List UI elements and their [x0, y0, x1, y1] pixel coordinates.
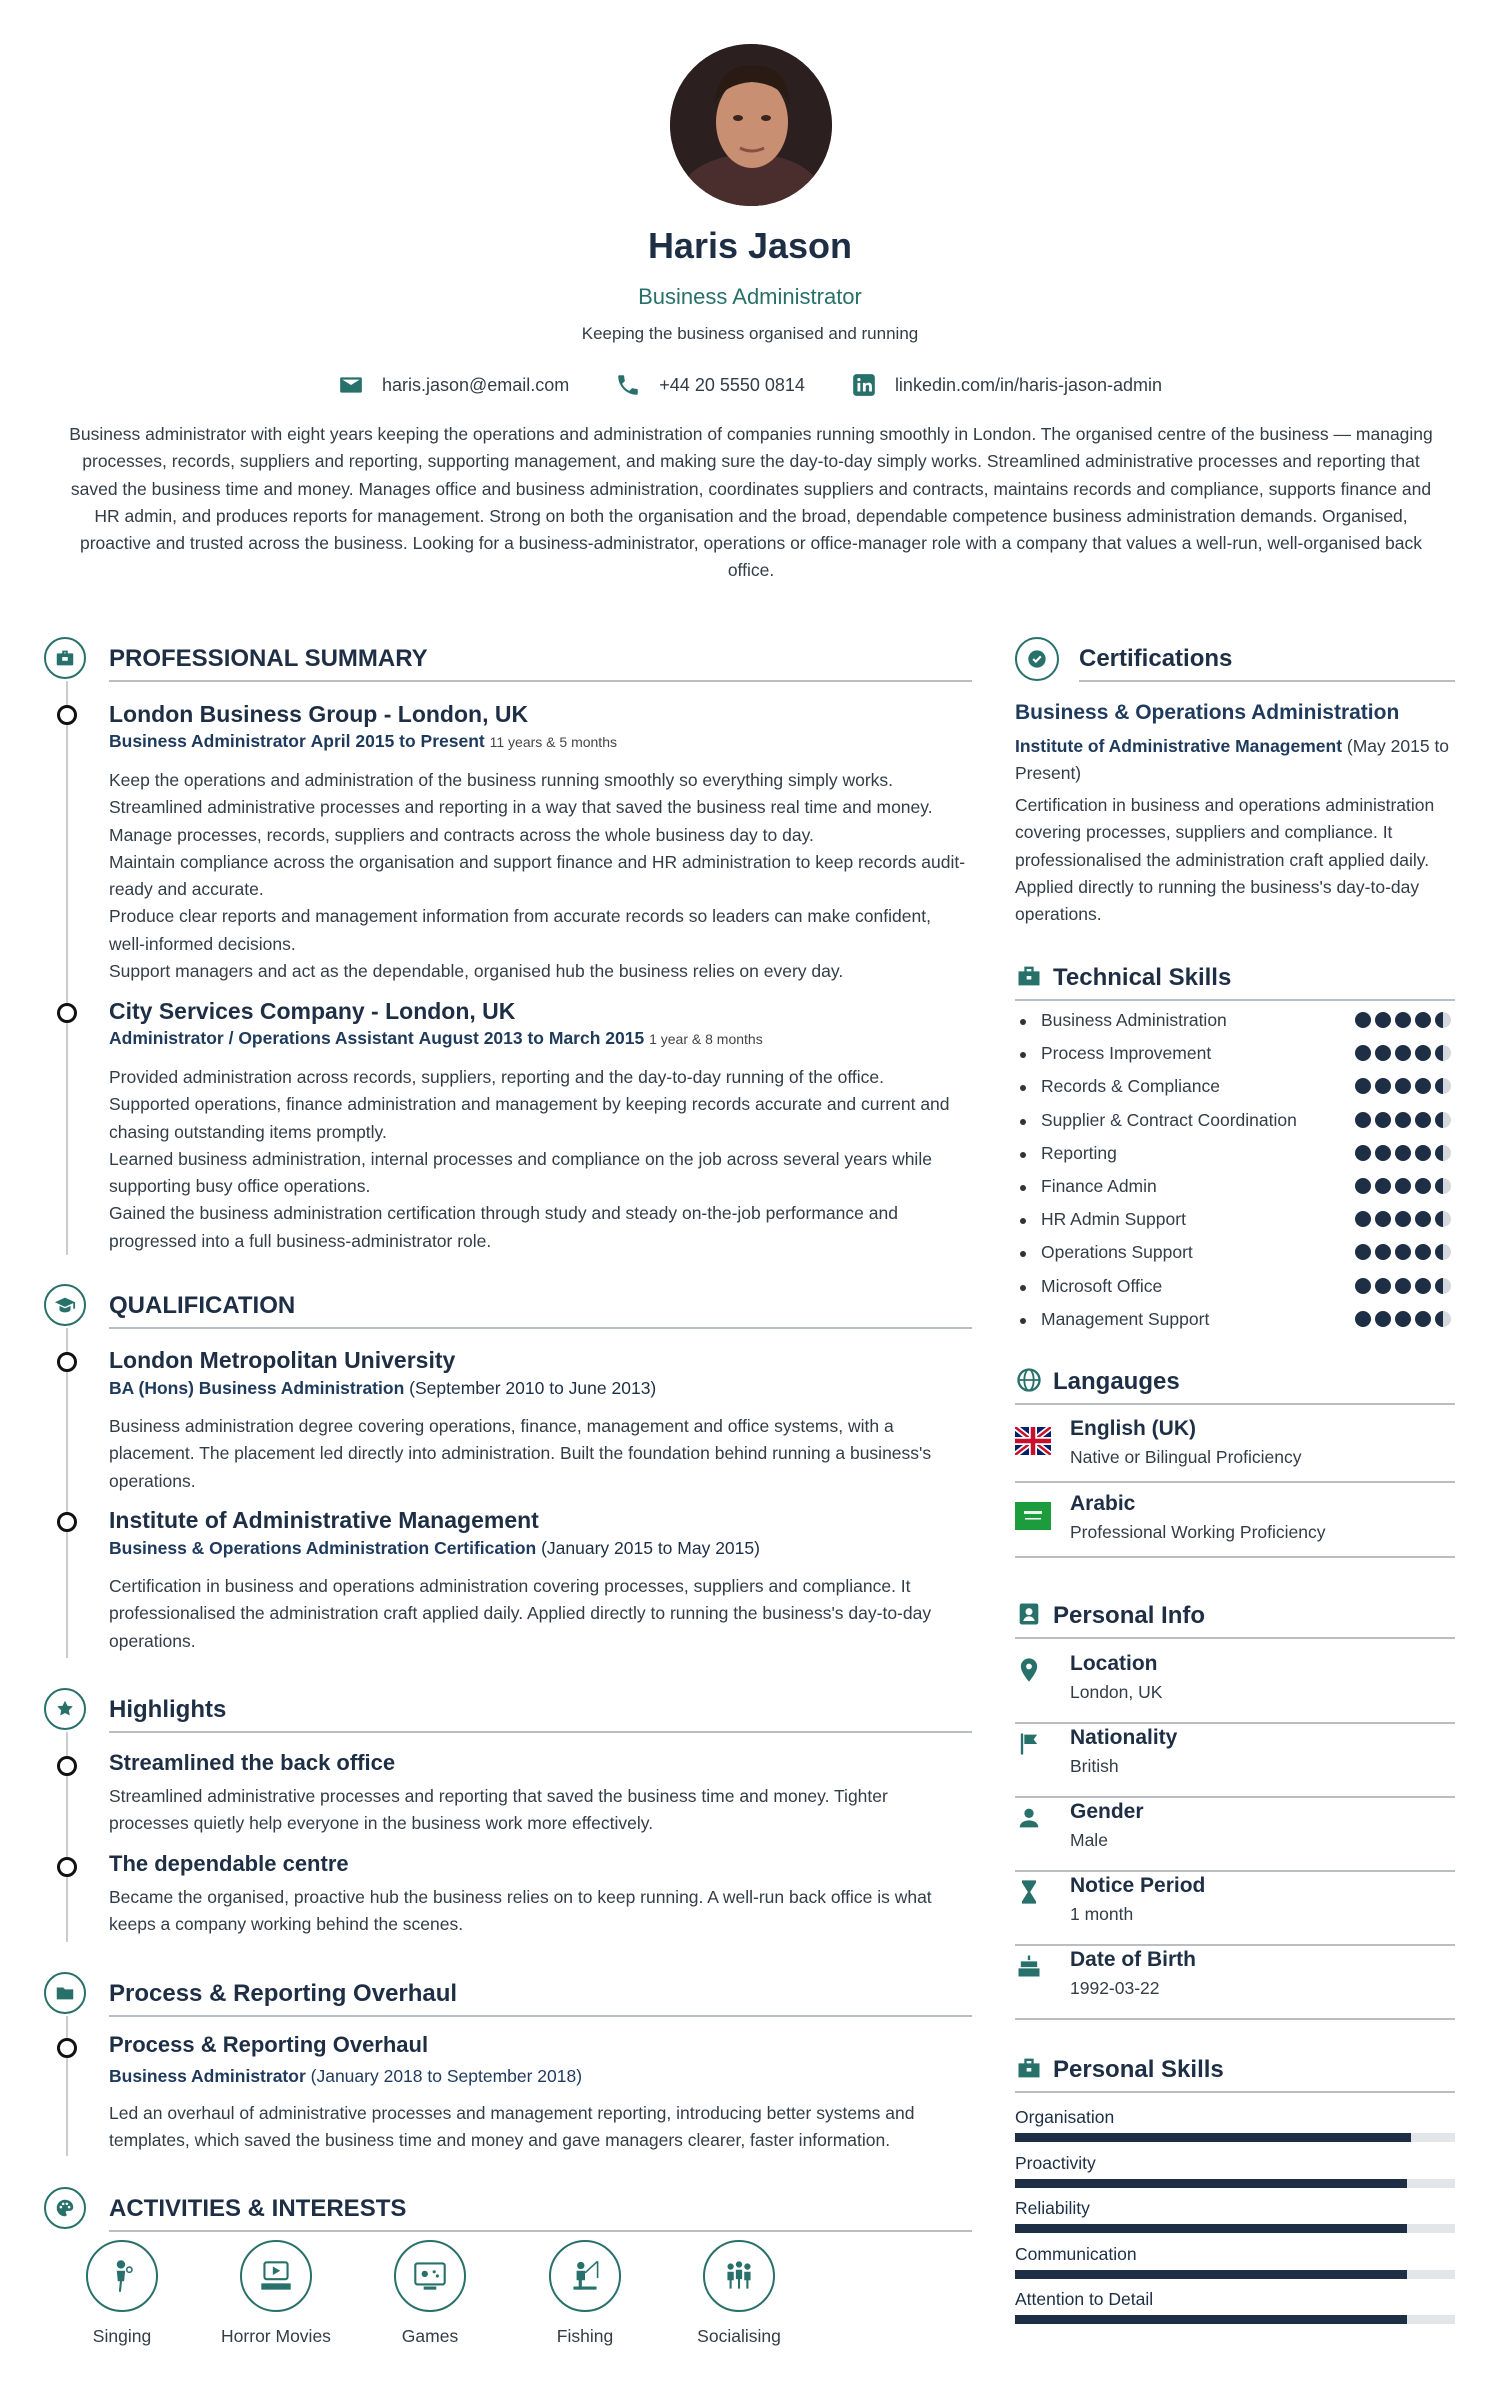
- degree-name: Business & Operations Administration Certification: [109, 1538, 537, 1558]
- personal-info-location: [1015, 1650, 1455, 1724]
- certifications-section-header: [1015, 637, 1455, 681]
- info-label: Location: [1070, 1652, 1158, 1675]
- employer-name: London Business Group - London, UK: [109, 701, 529, 727]
- skill-bar-track: [1015, 2133, 1455, 2142]
- skill-rating: [1355, 1145, 1451, 1161]
- rating-dot: [1375, 1012, 1391, 1028]
- email-contact[interactable]: [338, 372, 569, 398]
- project-description: Led an overhaul of administrative processes and management reporting, introducing better systems and templates, which saved the business time and money and gave managers clearer, faster information.: [109, 2103, 915, 2151]
- project-meta: [109, 2066, 582, 2087]
- section-title: QUALIFICATION: [109, 1292, 296, 1319]
- job-bullet: Streamlined administrative processes and reporting in a way that saved the business real time and money.: [109, 797, 933, 818]
- school-name: London Metropolitan University: [109, 1347, 456, 1373]
- rating-dot: [1415, 1178, 1431, 1194]
- language-level: Native or Bilingual Proficiency: [1070, 1447, 1302, 1467]
- degree-description: Business administration degree covering operations, finance, management and office systems, with a placement. The placement led directly into administration. Built the foundation behind running a business's operations.: [109, 1416, 932, 1491]
- skill-name: Records & Compliance: [1041, 1076, 1220, 1097]
- skill-name: HR Admin Support: [1041, 1209, 1186, 1230]
- job-role: Business Administrator: [109, 731, 306, 751]
- technical-skill-row: [1015, 1039, 1455, 1072]
- skill-name: Microsoft Office: [1041, 1275, 1163, 1296]
- activity-label: Games: [401, 2326, 459, 2346]
- language-item: [1015, 1492, 1455, 1558]
- rating-dot: [1395, 1112, 1411, 1128]
- highlight-title: The dependable centre: [109, 1851, 349, 1876]
- rating-dot: [1355, 1112, 1371, 1128]
- rating-dot: [1355, 1211, 1371, 1227]
- skill-bar-fill: [1015, 2270, 1407, 2279]
- activity-label: Singing: [92, 2326, 152, 2346]
- personal-info-notice: [1015, 1872, 1455, 1946]
- phone-text: +44 20 5550 0814: [659, 374, 805, 395]
- activity-label: Fishing: [556, 2326, 614, 2346]
- degree-meta: [109, 1538, 760, 1559]
- email-text: haris.jason@email.com: [381, 374, 570, 395]
- palette-icon: [44, 2187, 86, 2229]
- skill-name: Finance Admin: [1041, 1176, 1157, 1196]
- degree-description: Certification in business and operations administration covering processes, suppliers and compliance. It professionalised the administration craft applied daily. Applied directly to running the business's day-to-day operations.: [109, 1576, 932, 1651]
- qualification-section-header: [44, 1284, 972, 1328]
- section-divider: [109, 680, 972, 682]
- job-bullet: Produce clear reports and management information from accurate records so leaders can make confident, well-informed decisions.: [109, 906, 931, 954]
- language-level: Professional Working Proficiency: [1070, 1522, 1326, 1542]
- personal-skill-name: Communication: [1015, 2243, 1137, 2264]
- personal-skill-row: [1015, 2289, 1455, 2335]
- phone-contact[interactable]: [615, 372, 805, 398]
- job-duration: 11 years & 5 months: [489, 734, 617, 750]
- person-icon: [1015, 1804, 1043, 1832]
- technical-skill-row: [1015, 1272, 1455, 1305]
- toolbox-icon: [1015, 2054, 1043, 2082]
- activity-label: Horror Movies: [221, 2326, 331, 2346]
- job-bullet: Manage processes, records, suppliers and contracts across the whole business day to day.: [109, 824, 814, 845]
- globe-icon: [1015, 1366, 1043, 1394]
- job-title: Business Administrator: [638, 284, 862, 309]
- timeline-dot: [57, 2038, 77, 2058]
- technical-skill-row: [1015, 1172, 1455, 1205]
- technical-skill-row: [1015, 1205, 1455, 1238]
- profile-photo: [670, 44, 832, 206]
- bullet-icon: [1020, 1085, 1026, 1091]
- activity-item: [370, 2240, 490, 2347]
- rating-dot: [1375, 1145, 1391, 1161]
- rating-dot: [1435, 1145, 1451, 1161]
- activity-item: [216, 2240, 336, 2347]
- flag-icon: [1015, 1730, 1043, 1758]
- skill-name: Management Support: [1041, 1308, 1210, 1329]
- job-meta: [109, 731, 617, 752]
- folder-icon: [44, 1972, 86, 2014]
- bullet-icon: [1020, 1019, 1026, 1025]
- skill-bar-track: [1015, 2179, 1455, 2188]
- section-divider: [109, 2230, 972, 2232]
- rating-dot: [1415, 1045, 1431, 1061]
- personal-skill-name: Organisation: [1015, 2107, 1115, 2127]
- job-description: [109, 1064, 971, 1255]
- hourglass-icon: [1015, 1878, 1043, 1906]
- activity-item: [62, 2240, 182, 2347]
- linkedin-contact[interactable]: [851, 372, 1162, 398]
- degree-dates: (September 2010 to June 2013): [409, 1378, 657, 1398]
- project-dates: (January 2018 to September 2018): [310, 2066, 583, 2086]
- skill-name: Supplier & Contract Coordination: [1041, 1109, 1297, 1130]
- personal-skill-row: [1015, 2107, 1455, 2153]
- job-bullet: Supported operations, finance administration and management by keeping records accurate and current and chasing outstanding items promptly.: [109, 1094, 950, 1142]
- section-divider: [109, 1327, 972, 1329]
- job-description: [109, 767, 971, 985]
- rating-dot: [1375, 1278, 1391, 1294]
- timeline-dot: [57, 1857, 77, 1877]
- skill-bar-fill: [1015, 2224, 1407, 2233]
- skill-rating: [1355, 1178, 1451, 1194]
- certificate-badge-icon: [1015, 637, 1059, 681]
- id-card-icon: [1015, 1600, 1043, 1628]
- skill-rating: [1355, 1012, 1451, 1028]
- skill-rating: [1355, 1278, 1451, 1294]
- rating-dot: [1395, 1244, 1411, 1260]
- rating-dot: [1435, 1178, 1451, 1194]
- skill-rating: [1355, 1211, 1451, 1227]
- job-bullet: Gained the business administration certification through study and steady on-the-job performance and progressed into a full business-administrator role.: [109, 1203, 898, 1251]
- bullet-icon: [1020, 1052, 1026, 1058]
- language-name: English (UK): [1070, 1417, 1196, 1440]
- linkedin-text: linkedin.com/in/haris-jason-admin: [894, 374, 1163, 395]
- profile-summary: Business administrator with eight years keeping the operations and administration of companies running smoothly in London. The organised centre of the business — managing processes, records, suppliers and reporting, supporting management, and making sure the day-to-day simply works. Streamlined administrative processes and reporting that saved the business time and money. Manages office and business administration, coordinates suppliers and contracts, maintains records and compliance, supports finance and HR admin, and produces reports for management. Strong on both the organisation and the broad, dependable competence business administration demands. Organised, proactive and trusted across the business. Looking for a business-administrator, operations or office-manager role with a company that values a well-run, well-organised back office.: [69, 424, 1433, 581]
- language-divider: [1015, 1556, 1455, 1558]
- technical-skills-header: [1015, 956, 1455, 1000]
- section-title: Highlights: [109, 1696, 227, 1723]
- employer-name: City Services Company - London, UK: [109, 998, 516, 1024]
- activities-section-header: [44, 2187, 972, 2231]
- personal-skill-name: Reliability: [1015, 2198, 1090, 2218]
- rating-dot: [1375, 1311, 1391, 1327]
- job-dates: August 2013 to March 2015: [418, 1028, 645, 1048]
- section-title: Technical Skills: [1053, 964, 1232, 991]
- highlight-title: Streamlined the back office: [109, 1750, 396, 1775]
- graduation-cap-icon: [44, 1284, 86, 1326]
- uk-flag-icon: [1015, 1427, 1051, 1455]
- job-bullet: Maintain compliance across the organisation and support finance and HR administration to keep records audit-ready and accurate.: [109, 851, 966, 900]
- skill-bar-track: [1015, 2270, 1455, 2279]
- personal-skill-row: [1015, 2244, 1455, 2290]
- bullet-icon: [1020, 1119, 1026, 1125]
- certification-meta: [1015, 733, 1455, 788]
- activity-label: Socialising: [697, 2326, 781, 2346]
- info-value: 1 month: [1070, 1904, 1134, 1924]
- rating-dot: [1395, 1012, 1411, 1028]
- section-divider: [1079, 680, 1455, 682]
- skill-name: Reporting: [1041, 1142, 1117, 1163]
- tagline: Keeping the business organised and running: [581, 324, 919, 343]
- rating-dot: [1435, 1278, 1451, 1294]
- personal-skill-name: Proactivity: [1015, 2152, 1096, 2173]
- rating-dot: [1435, 1211, 1451, 1227]
- info-value: London, UK: [1070, 1682, 1163, 1702]
- rating-dot: [1395, 1078, 1411, 1094]
- rating-dot: [1395, 1211, 1411, 1227]
- certification-dates: (May 2015 to Present): [1015, 736, 1450, 784]
- rating-dot: [1415, 1211, 1431, 1227]
- bullet-icon: [1020, 1318, 1026, 1324]
- rating-dot: [1355, 1012, 1371, 1028]
- rating-dot: [1415, 1145, 1431, 1161]
- rating-dot: [1355, 1278, 1371, 1294]
- job-bullet: Keep the operations and administration of the business running smoothly so everything simply works.: [109, 770, 894, 790]
- skill-rating: [1355, 1244, 1451, 1260]
- rating-dot: [1415, 1278, 1431, 1294]
- certification-issuer: Institute of Administrative Management: [1015, 736, 1343, 756]
- timeline-line: [66, 2016, 68, 2156]
- email-icon: [338, 372, 364, 398]
- project-section-header: [44, 1972, 972, 2016]
- job-bullet: Support managers and act as the dependable, organised hub the business relies on every day.: [109, 961, 844, 982]
- phone-icon: [615, 372, 641, 398]
- section-divider: [109, 2015, 972, 2017]
- job-dates: April 2015 to Present: [310, 731, 485, 751]
- timeline-line: [66, 681, 68, 1255]
- rating-dot: [1355, 1045, 1371, 1061]
- skill-rating: [1355, 1311, 1451, 1327]
- singing-icon: [101, 2255, 143, 2297]
- language-item: [1015, 1417, 1455, 1483]
- language-name: Arabic: [1070, 1492, 1136, 1515]
- section-title: Langauges: [1053, 1368, 1180, 1395]
- rating-dot: [1415, 1078, 1431, 1094]
- info-label: Notice Period: [1070, 1874, 1206, 1897]
- highlight-text: Became the organised, proactive hub the business relies on to keep running. A well-run back office is what keeps a company working behind the scenes.: [109, 1887, 932, 1935]
- personal-info-header: [1015, 1594, 1455, 1638]
- rating-dot: [1395, 1311, 1411, 1327]
- activity-item: [679, 2240, 799, 2347]
- bullet-icon: [1020, 1285, 1026, 1291]
- certification-description: Certification in business and operations administration covering processes, suppliers and compliance. It professionalised the administration craft applied daily. Applied directly to running the business's day-to-day operations.: [1015, 795, 1435, 925]
- degree-name: BA (Hons) Business Administration: [109, 1378, 405, 1398]
- rating-dot: [1375, 1178, 1391, 1194]
- rating-dot: [1355, 1178, 1371, 1194]
- rating-dot: [1435, 1112, 1451, 1128]
- rating-dot: [1375, 1078, 1391, 1094]
- rating-dot: [1375, 1244, 1391, 1260]
- rating-dot: [1375, 1211, 1391, 1227]
- technical-skill-row: [1015, 1305, 1455, 1338]
- skill-rating: [1355, 1078, 1451, 1094]
- technical-skill-row: [1015, 1139, 1455, 1172]
- school-name: Institute of Administrative Management: [109, 1507, 539, 1533]
- technical-skill-row: [1015, 1072, 1455, 1105]
- personal-skill-name: Attention to Detail: [1015, 2289, 1154, 2309]
- timeline-line: [66, 1328, 68, 1658]
- bullet-icon: [1020, 1185, 1026, 1191]
- section-divider: [1015, 2091, 1455, 2093]
- skill-bar-track: [1015, 2315, 1455, 2324]
- section-title: ACTIVITIES & INTERESTS: [109, 2195, 407, 2222]
- rating-dot: [1395, 1045, 1411, 1061]
- rating-dot: [1415, 1012, 1431, 1028]
- section-title: Personal Info: [1053, 1602, 1206, 1629]
- highlight-text: Streamlined administrative processes and reporting that saved the business time and money. Tighter processes quietly help everyone in the business work more effectively.: [109, 1786, 888, 1834]
- rating-dot: [1435, 1311, 1451, 1327]
- rating-dot: [1395, 1278, 1411, 1294]
- rating-dot: [1395, 1178, 1411, 1194]
- info-value: 1992-03-22: [1070, 1978, 1160, 1998]
- fishing-icon: [564, 2255, 606, 2297]
- skill-name: Operations Support: [1041, 1242, 1193, 1263]
- job-role: Administrator / Operations Assistant: [109, 1028, 414, 1048]
- section-divider: [1015, 999, 1455, 1001]
- rating-dot: [1415, 1311, 1431, 1327]
- technical-skill-row: [1015, 1238, 1455, 1271]
- project-role: Business Administrator: [109, 2066, 306, 2086]
- skill-bar-track: [1015, 2224, 1455, 2233]
- personal-skills-header: [1015, 2048, 1455, 2092]
- section-divider: [109, 1731, 972, 1733]
- rating-dot: [1415, 1244, 1431, 1260]
- personal-info-nationality: [1015, 1724, 1455, 1798]
- language-divider: [1015, 1481, 1455, 1483]
- rating-dot: [1395, 1145, 1411, 1161]
- section-title: PROFESSIONAL SUMMARY: [109, 645, 428, 672]
- rating-dot: [1435, 1012, 1451, 1028]
- skill-name: Process Improvement: [1041, 1043, 1212, 1064]
- project-title: Process & Reporting Overhaul: [109, 2032, 429, 2057]
- rating-dot: [1375, 1045, 1391, 1061]
- timeline-dot: [57, 1756, 77, 1776]
- movie-icon: [255, 2255, 297, 2297]
- section-title: Certifications: [1079, 645, 1233, 672]
- briefcase-icon: [44, 637, 86, 679]
- section-divider: [1015, 1403, 1455, 1405]
- personal-info-dob: [1015, 1946, 1455, 2020]
- timeline-dot: [57, 705, 77, 725]
- degree-meta: [109, 1378, 656, 1399]
- highlights-section-header: [44, 1688, 972, 1732]
- socialising-icon: [718, 2255, 760, 2297]
- timeline-dot: [57, 1512, 77, 1532]
- skill-bar-fill: [1015, 2315, 1407, 2324]
- job-bullet: Provided administration across records, suppliers, reporting and the day-to-day running of the office.: [109, 1067, 884, 1087]
- timeline-dot: [57, 1352, 77, 1372]
- job-bullet: Learned business administration, internal processes and compliance on the job across several years while supporting busy office operations.: [109, 1148, 932, 1197]
- info-value: Male: [1070, 1830, 1108, 1850]
- personal-skill-row: [1015, 2153, 1455, 2199]
- timeline-dot: [57, 1003, 77, 1023]
- bullet-icon: [1020, 1152, 1026, 1158]
- rating-dot: [1355, 1145, 1371, 1161]
- rating-dot: [1355, 1078, 1371, 1094]
- toolbox-icon: [1015, 962, 1043, 990]
- skill-name: Business Administration: [1041, 1010, 1227, 1030]
- personal-skill-row: [1015, 2198, 1455, 2244]
- degree-dates: (January 2015 to May 2015): [541, 1538, 760, 1558]
- section-title: Process & Reporting Overhaul: [109, 1980, 458, 2007]
- languages-header: [1015, 1360, 1455, 1404]
- info-label: Nationality: [1070, 1726, 1178, 1749]
- rating-dot: [1435, 1045, 1451, 1061]
- linkedin-icon: [851, 372, 877, 398]
- bullet-icon: [1020, 1218, 1026, 1224]
- rating-dot: [1435, 1078, 1451, 1094]
- info-divider: [1015, 2018, 1455, 2020]
- location-pin-icon: [1015, 1656, 1043, 1684]
- section-divider: [1015, 1637, 1455, 1639]
- rating-dot: [1355, 1244, 1371, 1260]
- skill-bar-fill: [1015, 2179, 1407, 2188]
- technical-skill-row: [1015, 1006, 1455, 1039]
- personal-info-gender: [1015, 1798, 1455, 1872]
- job-duration: 1 year & 8 months: [649, 1031, 763, 1047]
- saudi-flag-icon: [1015, 1502, 1051, 1530]
- activity-item: [525, 2240, 645, 2347]
- rating-dot: [1355, 1311, 1371, 1327]
- bullet-icon: [1020, 1251, 1026, 1257]
- skill-bar-fill: [1015, 2133, 1411, 2142]
- cake-icon: [1015, 1952, 1043, 1980]
- section-title: Personal Skills: [1053, 2056, 1224, 2083]
- info-label: Gender: [1070, 1800, 1144, 1823]
- candidate-name: Haris Jason: [647, 225, 853, 266]
- skill-rating: [1355, 1112, 1451, 1128]
- rating-dot: [1375, 1112, 1391, 1128]
- certification-name: Business & Operations Administration: [1015, 701, 1400, 724]
- star-badge-icon: [44, 1688, 86, 1730]
- info-label: Date of Birth: [1070, 1948, 1196, 1971]
- experience-section-header: [44, 637, 972, 681]
- games-icon: [409, 2255, 451, 2297]
- rating-dot: [1435, 1244, 1451, 1260]
- contact-bar: [0, 372, 1500, 398]
- job-meta: [109, 1028, 763, 1049]
- skill-rating: [1355, 1045, 1451, 1061]
- info-value: British: [1070, 1756, 1119, 1776]
- technical-skill-row: [1015, 1106, 1455, 1139]
- rating-dot: [1415, 1112, 1431, 1128]
